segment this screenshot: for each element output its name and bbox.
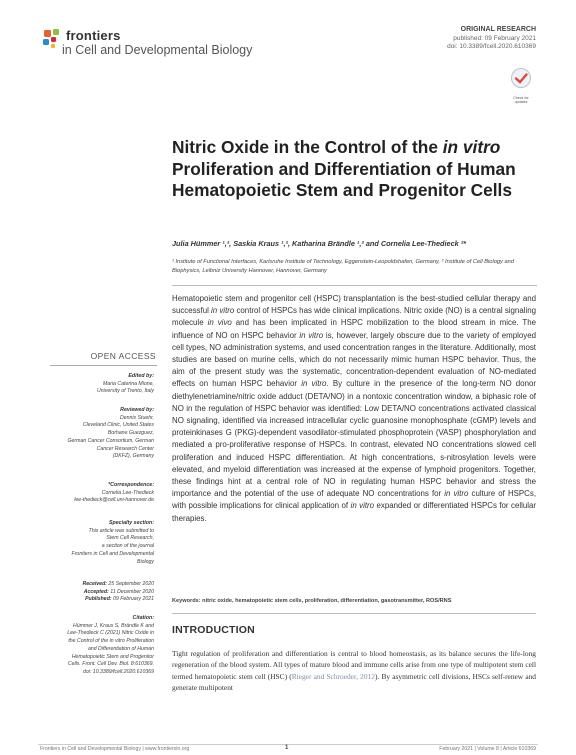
abstract-text: Hematopoietic stem and progenitor cell (HSPC) transplantation is the best-studied cellular therapy and successful	[172, 294, 536, 316]
introduction-text	[172, 648, 536, 693]
author-list: Julia Hümmer ¹,², Saskia Kraus ¹,², Katharina Brändle ¹,² and Cornelia Lee-Thedieck ²*	[172, 239, 466, 248]
edited-by-label: Edited by:	[128, 373, 154, 379]
title-part-2: Proliferation and Differentiation of Human Hematopoietic Stem and Progenitor Cells	[172, 158, 516, 200]
citation-line: doi: 10.3389/fcell.2020.610369	[83, 668, 154, 675]
edited-by-block	[36, 373, 154, 396]
citation-link[interactable]: Rieger and Schroeder, 2012	[291, 671, 375, 681]
journal-logo[interactable]	[42, 26, 282, 60]
editor-line: University of Trento, Italy	[97, 388, 154, 395]
abstract-italic: in vitro	[211, 306, 235, 316]
dates-block	[36, 581, 154, 604]
keywords: Keywords: nitric oxide, hematopoietic stem cells, proliferation, differentiation, gasotransmitter, ROS/RNS	[172, 598, 452, 604]
published-date: published: 09 February 2021	[453, 34, 536, 42]
abstract-text: and has been implicated in HSPC mobilization to the blood stream in mice. The influence of NO on HSPC behavior	[172, 318, 536, 340]
article-meta	[447, 26, 536, 52]
introduction-heading: INTRODUCTION	[172, 624, 255, 636]
abstract-text: expanded or differentiated HSPCs for cellular therapies.	[172, 501, 536, 523]
abstract-italic: in vitro	[299, 330, 324, 340]
editor-line: Maria Caterina Mione,	[102, 380, 154, 387]
affiliations: ¹ Institute of Functional Interfaces, Karlsruhe Institute of Technology, Eggenstein-Leopoldshafen, Germany, ² Institute of Cell Biology and Biophysics, Leibniz University Hannover, Hannover, Germany	[172, 259, 514, 274]
specialty-line: This article was submitted to	[88, 527, 154, 534]
affiliation-divider	[172, 285, 537, 286]
reviewed-by-block	[36, 407, 154, 461]
citation-block	[36, 615, 154, 677]
footer-journal[interactable]: Frontiers in Cell and Developmental Biology | www.frontiersin.org	[40, 746, 190, 752]
accepted-date: Accepted: 11 December 2020	[83, 588, 154, 595]
specialty-line: a section of the journal	[101, 543, 154, 550]
citation-line: and Differentiation of Human	[87, 645, 154, 652]
citation-line: Hematopoietic Stem and Progenitor	[71, 653, 154, 660]
check-updates-icon	[508, 67, 534, 91]
abstract-italic: in vivo	[207, 318, 232, 328]
title-part-1: Nitric Oxide in the Control of the	[172, 137, 443, 157]
correspondence-block	[36, 482, 154, 505]
correspondence-name: Cornelia Lee-Thedieck	[101, 489, 154, 496]
open-access-divider	[50, 365, 157, 366]
specialty-label: Specialty section:	[108, 520, 154, 526]
abstract-text: . By culture in the presence of the long-term NO donor diethylenetriamine/nitric oxide adduct (DETA/NO) in a nontoxic concentration window, a biphasic role of NO in the regulation of HSPC behavior was identified: Low DETA/NO concentrations activated classical NO signaling, identified via increased intracellular cyclic guanosine monophosphate (cGMP) levels and proteinkinases G (PKG)-dependent vasodilator-stimulated phosphoprotein (VASP) phosphorylation and mediated a pro-proliferative response of HSPCs. In contrast, elevated NO concentrations slowed cell proliferation and induced HSPC differentiation. At high concentrations, s-nitrosylation levels were elevated, and myeloid differentiation was increased at the expense of lymphoid progenitors. Together, these findings hint at a central role of NO in regulating human HSPC behavior and stress the importance and the potential of the use of adequate NO concentrations for	[172, 379, 536, 499]
footer-volume: February 2021 | Volume 8 | Article 610369	[439, 746, 536, 752]
reviewed-by-label: Reviewed by:	[120, 407, 154, 413]
check-for-updates-badge[interactable]	[508, 67, 534, 104]
title-italic: in vitro	[442, 137, 501, 157]
open-access-label: OPEN ACCESS	[90, 351, 156, 361]
correspondence-label: *Correspondence:	[108, 482, 154, 488]
specialty-line: Biology	[136, 558, 154, 565]
published-date-side: Published: 09 February 2021	[85, 596, 154, 603]
keywords-divider	[172, 613, 536, 614]
specialty-section-block	[36, 520, 154, 566]
article-type: ORIGINAL RESEARCH	[460, 26, 536, 33]
reviewer-line: (DKFZ), Germany	[112, 453, 154, 460]
abstract-italic: in vitro	[301, 379, 327, 389]
frontiers-logo-icon	[42, 28, 64, 50]
citation-line: the Control of the in vitro Proliferation	[68, 638, 154, 645]
specialty-line: Frontiers in Cell and Developmental	[71, 550, 154, 557]
intro-text: Tight regulation of proliferation and differentiation is central to blood homeostasis, as its balance secures the life-long regeneration of the blood system. All types of mature blood and immune cells arise from one type of multipotent stem cell termed hematopoietic stem cell (HSC) (	[172, 649, 536, 681]
abstract-text: culture of HSPCs, with possible implications for clinical application of	[172, 489, 537, 511]
abstract-text: control of HSPCs has wide clinical implications. Nitric oxide (NO) is a central signaling molecule	[172, 306, 536, 328]
reviewer-line: Cleveland Clinic, United States	[82, 422, 154, 429]
journal-name: in Cell and Developmental Biology	[62, 43, 253, 57]
citation-line: Hümmer J, Kraus S, Brändle K and	[72, 622, 154, 629]
reviewer-line: Cancer Research Center	[96, 445, 154, 452]
brand-name: frontiers	[66, 28, 121, 43]
citation-label: Citation:	[132, 615, 154, 621]
page-number: 1	[285, 745, 289, 751]
citation-line: Lee-Thedieck C (2021) Nitric Oxide in	[67, 630, 154, 637]
abstract-italic: in vitro	[350, 501, 375, 511]
abstract-italic: in vitro	[444, 489, 469, 499]
citation-line: Cells. Front. Cell Dev. Biol. 8:610369.	[67, 661, 154, 668]
abstract-text: is, however, largely obscure due to the variety of employed cell types, NO administration systems, and used concentration ranges in the literature. Additionally, most studies are based on murine cells, which do not necessarily mimic human HSPC behavior. Thus, the aim of the present study was the systematic, concentration-dependent evaluation of NO-mediated effects on human HSPC behavior	[172, 330, 536, 389]
reviewer-line: Dennis Stuehr,	[119, 414, 154, 421]
article-doi[interactable]: doi: 10.3389/fcell.2020.610369	[447, 43, 536, 50]
article-title	[172, 137, 532, 202]
intro-text: ). By asymmetric cell divisions, HSCs self-renew and generate multipotent	[172, 671, 536, 692]
reviewer-line: German Cancer Consortium, German	[67, 437, 154, 444]
reviewer-line: Borhane Guezguez,	[107, 430, 154, 437]
specialty-line: Stem Cell Research,	[106, 535, 154, 542]
correspondence-email[interactable]: lee-thedieck@cell.uni-hannover.de	[74, 497, 154, 504]
received-date: Received: 25 September 2020	[82, 581, 154, 587]
abstract	[172, 293, 536, 525]
check-updates-label: Check for updates	[513, 96, 529, 104]
